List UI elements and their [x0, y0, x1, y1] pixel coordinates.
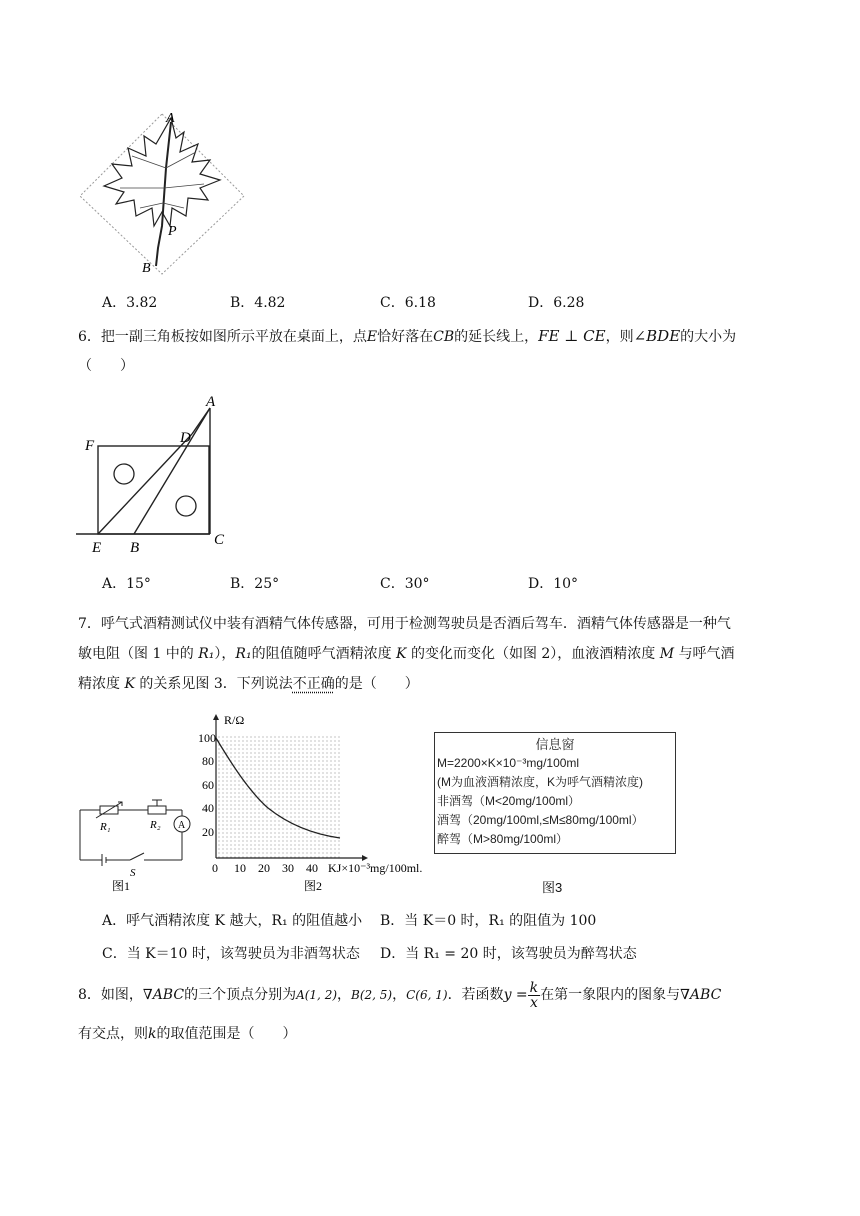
r1-label: R₁ — [100, 821, 111, 833]
fig2-xlabel: KJ×10⁻³mg/100ml. — [328, 861, 423, 875]
q6-label-C: C — [214, 532, 225, 548]
triangle-boards-diagram — [76, 392, 236, 556]
q6-label-B: B — [130, 540, 140, 556]
q7-stem-line1: 7．呼气式酒精测试仪中装有酒精气体传感器，可用于检测驾驶员是否酒后驾车．酒精气体传感器是一种气 — [78, 616, 731, 632]
resistance-curve-chart — [194, 712, 434, 894]
switch-label: S — [130, 867, 136, 879]
info-window-title: 信息窗 — [535, 737, 575, 752]
q7-fig2-graph — [194, 712, 434, 894]
q7-option-c: C．当 K＝10 时，该驾驶员为非酒驾状态 — [102, 946, 360, 962]
q6-option-a: A．15° — [102, 576, 151, 592]
q6-stem-line2: （ ） — [78, 358, 134, 374]
q5-label-P: P — [168, 224, 177, 239]
q7-stem-line2: 敏电阻（图 1 中的 R₁），R₁的阻值随呼气酒精浓度 K 的变化而变化（如图 2），血液酒精浓度 M 与呼气酒 — [78, 646, 735, 662]
fig2-caption: 图2 — [304, 879, 323, 893]
maple-leaf-diagram — [76, 108, 248, 276]
q5-label-A: A — [166, 111, 175, 126]
q6-label-F: F — [85, 438, 95, 454]
q7-option-b: B．当 K＝0 时，R₁ 的阻值为 100 — [380, 913, 597, 929]
fig2-xtick-10: 10 — [234, 861, 246, 875]
fig2-xtick-20: 20 — [258, 861, 270, 875]
circuit-diagram — [78, 798, 192, 892]
q7-option-d: D．当 R₁ = 20 时，该驾驶员为醉驾状态 — [380, 946, 637, 962]
fig2-ytick-100: 100 — [198, 731, 216, 745]
q7-option-a: A．呼气酒精浓度 K 越大，R₁ 的阻值越小 — [102, 913, 363, 929]
info-row-very-drunk: 醉驾（M>80mg/100ml） — [437, 832, 569, 846]
fig1-caption: 图1 — [112, 879, 131, 892]
q7-fig3-info-window — [434, 732, 676, 854]
q5-label-B: B — [142, 261, 151, 276]
q6-label-D: D — [180, 430, 191, 446]
q7-emphasis: 不正确 — [292, 676, 335, 692]
q7-stem-line3: 精浓度 K 的关系见图 3．下列说法不正确的是（ ） — [78, 676, 419, 692]
q6-stem-line1: 6．把一副三角板按如图所示平放在桌面上，点E恰好落在CB的延长线上，FE ⊥ CE，则∠BDE的大小为 — [78, 327, 737, 345]
fig2-ytick-80: 80 — [202, 754, 214, 768]
q6-label-A: A — [206, 394, 216, 410]
fig2-ylabel: R/Ω — [224, 713, 245, 727]
fig2-xtick-30: 30 — [282, 861, 294, 875]
q7-fig1-circuit — [78, 798, 192, 892]
q5-option-c: C．6.18 — [380, 295, 436, 311]
info-row-formula: M=2200×K×10⁻³mg/100ml — [437, 756, 580, 770]
info-row-drunk: 酒驾（20mg/100ml,≤M≤80mg/100ml） — [437, 813, 644, 827]
fig2-xtick-40: 40 — [306, 861, 318, 875]
q8-stem-line1: 8．如图，∇ABC的三个顶点分别为A(1, 2)，B(2, 5)，C(6, 1)．若函数y = $\frac{k}{x}$ 在第一象限内的图象与∇ABC — [78, 979, 722, 1011]
info-row-definition: (M为血液酒精浓度，K为呼气酒精浓度) — [437, 775, 643, 789]
q6-option-c: C．30° — [380, 576, 430, 592]
info-row-not-drunk: 非酒驾（M<20mg/100ml） — [437, 794, 581, 808]
fig2-ytick-60: 60 — [202, 778, 214, 792]
q6-option-d: D．10° — [528, 576, 579, 592]
q5-option-d: D．6.28 — [528, 295, 585, 311]
r2-label: R₂ — [150, 819, 161, 831]
q6-label-E: E — [92, 540, 102, 556]
q5-option-b: B．4.82 — [230, 295, 286, 311]
q5-figure — [76, 108, 248, 276]
q6-figure — [76, 392, 236, 556]
fig2-ytick-40: 40 — [202, 801, 214, 815]
fig2-ytick-20: 20 — [202, 825, 214, 839]
fig2-xtick-0: 0 — [212, 861, 218, 875]
q8-stem-line2: 有交点，则k的取值范围是（ ） — [78, 1026, 297, 1042]
ammeter-label: A — [178, 820, 186, 831]
q8-fraction: $\frac{k}{x}$ — [529, 979, 539, 1011]
q5-option-a: A．3.82 — [102, 295, 158, 311]
fig3-caption: 图3 — [542, 880, 563, 895]
q6-option-b: B．25° — [230, 576, 280, 592]
